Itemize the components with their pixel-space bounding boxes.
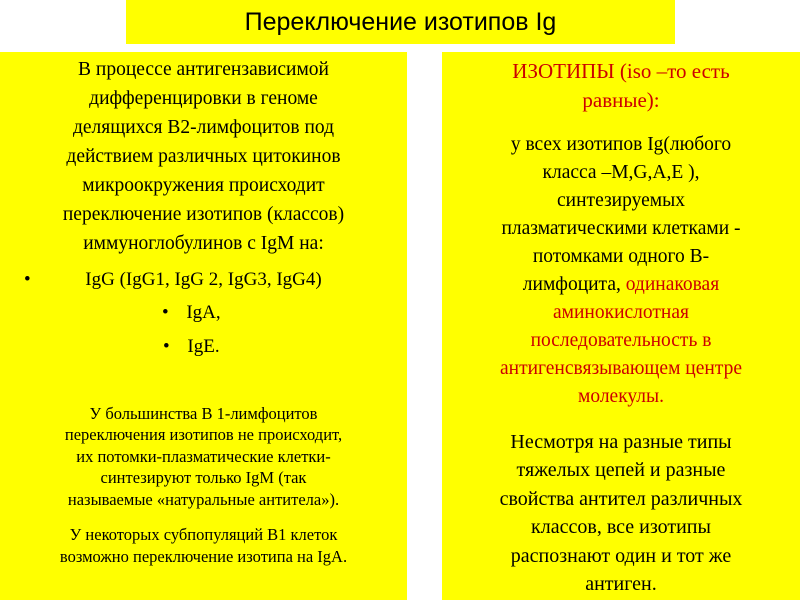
mixed-red-text: одинаковая [625, 274, 720, 295]
body-line: класса –M,G,A,E ), [542, 162, 700, 183]
body-line: синтезируемых [557, 190, 685, 211]
b1-line: синтезируют только IgM (так [100, 468, 307, 487]
body-line: плазматическими клетками - [501, 218, 741, 239]
body-line: потомками одного В- [532, 246, 710, 267]
final-line: классов, все изотипы [531, 516, 711, 538]
red-line: молекулы. [577, 386, 665, 407]
bullet-item [0, 298, 407, 328]
intro-line: дифференцировки в геноме [89, 88, 318, 109]
intro-line: микроокружения происходит [82, 175, 325, 196]
b1-line: называемые «натуральные антитела»). [67, 490, 340, 509]
red-line: аминокислотная [553, 302, 689, 323]
intro-line: действием различных цитокинов [66, 146, 341, 167]
isotype-heading-line: равные): [582, 88, 660, 112]
bullet-icon: • [163, 336, 170, 357]
bullet-text: IgA, [186, 302, 221, 323]
bullet-item [0, 332, 407, 362]
final-line: тяжелых цепей и разные [516, 459, 726, 481]
subpop-line: У некоторых субпопуляций В1 клеток [69, 525, 338, 544]
isotype-heading-line: ИЗОТИПЫ (iso –то есть [512, 59, 730, 83]
body-line: у всех изотипов Ig(любого [510, 134, 732, 155]
b1-line: У большинства В 1-лимфоцитов [89, 404, 318, 423]
bullet-icon: • [162, 302, 169, 323]
subpop-line: возможно переключение изотипа на IgA. [59, 547, 348, 566]
red-line: антигенсвязывающем центре [499, 358, 742, 379]
bullet-text: IgG (IgG1, IgG 2, IgG3, IgG4) [85, 269, 322, 290]
final-line: распознают один и тот же [510, 545, 732, 567]
bullet-icon: • [24, 269, 31, 290]
final-line: свойства антител различных [499, 488, 743, 510]
bullet-item [0, 265, 407, 295]
bullet-text: IgE. [187, 336, 220, 357]
b1-line: переключения изотипов не происходит, [64, 425, 343, 444]
mixed-line [442, 270, 800, 299]
slide-title: Переключение изотипов Ig [244, 7, 557, 36]
slide-title-bar [126, 0, 675, 44]
mixed-black-text: лимфоцита, [522, 274, 626, 295]
intro-line: иммуноглобулинов с IgM на: [83, 233, 324, 254]
left-panel [0, 52, 407, 600]
intro-line: делящихся В2-лимфоцитов под [72, 117, 335, 138]
right-panel [442, 52, 800, 600]
red-line: последовательность в [530, 330, 712, 351]
final-line: Несмотря на разные типы [510, 431, 732, 453]
intro-line: переключение изотипов (классов) [62, 204, 345, 225]
intro-line: В процессе антигензависимой [78, 59, 329, 80]
b1-line: их потомки-плазматические клетки- [76, 447, 331, 466]
final-line: антиген. [585, 573, 657, 595]
